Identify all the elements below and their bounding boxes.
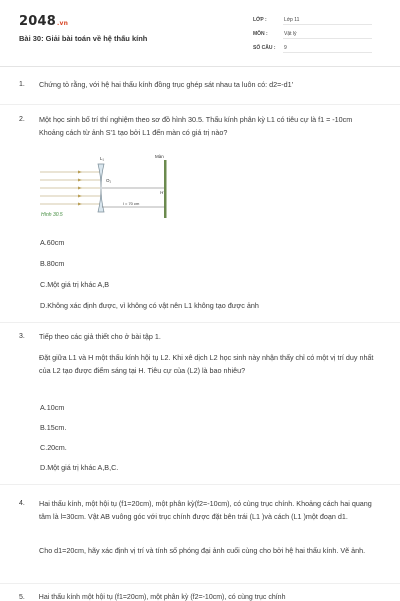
meta-grade-value: Lớp 11 bbox=[283, 17, 372, 25]
figure-caption: Hình 30.5 bbox=[41, 212, 63, 218]
question-divider bbox=[0, 104, 400, 105]
meta-subject-value: Vật lý bbox=[283, 31, 372, 39]
meta-count-label: SỐ CÂU : bbox=[253, 45, 276, 51]
screen-bar bbox=[164, 160, 167, 218]
point-h-label: H bbox=[160, 190, 164, 195]
answer-option-d[interactable]: D.Không xác định được, vì không có vật nên L1 không tạo được ảnh bbox=[40, 301, 259, 310]
answer-option-b[interactable]: B.80cm bbox=[40, 259, 65, 268]
answer-option-c[interactable]: C.20cm. bbox=[40, 443, 67, 452]
question-divider bbox=[0, 484, 400, 485]
document-title: Bài 30: Giải bài toán về hệ thấu kính bbox=[19, 34, 148, 43]
question-3-text: Tiếp theo các giả thiết cho ở bài tập 1. bbox=[39, 332, 161, 341]
answer-option-d[interactable]: D.Một giá trị khác A,B,C. bbox=[40, 463, 119, 472]
screen-label: Màn bbox=[155, 154, 164, 159]
question-4-number: 4. bbox=[19, 500, 25, 507]
arrow-icon bbox=[78, 203, 82, 206]
distance-label: l = 70 cm bbox=[123, 201, 140, 206]
arrow-icon bbox=[78, 179, 82, 182]
question-2-number: 2. bbox=[19, 116, 25, 123]
site-logo[interactable]: 2048.vn bbox=[19, 14, 69, 29]
meta-grade-label: LỚP : bbox=[253, 17, 267, 23]
arrow-icon bbox=[78, 171, 82, 174]
question-4-text: Hai thấu kính, một hội tụ (f1=20cm), một phân kỳ(f2=-10cm), có cùng trục chính. Khoảng cách hai quang tâm là l=30cm. Vật AB vuông góc với trục chính được đặt bên trái (L1 )và cách (L1 )một đoạn d1. bbox=[39, 499, 372, 521]
lens-l1-label: L₁ bbox=[100, 156, 105, 161]
page-header bbox=[0, 0, 400, 66]
meta-subject-label: MÔN : bbox=[253, 31, 268, 37]
arrow-icon bbox=[78, 195, 82, 198]
question-1-number: 1. bbox=[19, 81, 25, 88]
answer-option-c[interactable]: C.Một giá trị khác A,B bbox=[40, 280, 110, 289]
answer-option-b[interactable]: B.15cm. bbox=[40, 423, 67, 432]
question-3-detail: Đặt giữa L1 và H một thấu kính hội tụ L2. Khi xê dịch L2 học sinh này nhận thấy chỉ có một vị trí duy nhất của L2 tạo được điểm sáng tại H. Tiêu cự của (L2) là bao nhiêu? bbox=[39, 353, 374, 375]
question-2-text: Một học sinh bố trí thí nghiệm theo sơ đồ hình 30.5. Thấu kính phân kỳ L1 có tiêu cự là f1 = -10cm Khoảng cách từ ảnh S'1 tạo bởi L1 đến màn có giá trị nào? bbox=[39, 115, 353, 137]
question-5-text: Hai thấu kính một hội tụ (f1=20cm), một phân kỳ (f2=-10cm), có cùng trục chính bbox=[38, 594, 286, 601]
answer-option-a[interactable]: A.60cm bbox=[40, 238, 65, 247]
header-divider bbox=[0, 66, 400, 67]
meta-subject bbox=[253, 31, 372, 39]
question-5-number: 5. bbox=[19, 594, 25, 601]
optical-center-label: O₁ bbox=[106, 178, 112, 183]
question-4-detail: Cho d1=20cm, hãy xác định vị trí và tính số phóng đại ảnh cuối cùng cho bởi hệ hai thấu kính. Vẽ ảnh. bbox=[39, 546, 366, 555]
meta-grade bbox=[253, 17, 372, 25]
meta-count bbox=[253, 45, 372, 53]
answer-option-a[interactable]: A.10cm bbox=[40, 403, 65, 412]
arrow-icon bbox=[78, 187, 82, 190]
question-divider bbox=[0, 322, 400, 323]
question-3-number: 3. bbox=[19, 333, 25, 340]
meta-count-value: 9 bbox=[283, 45, 372, 53]
question-divider bbox=[0, 583, 400, 584]
question-1-text: Chứng tỏ rằng, với hệ hai thấu kính đồng trục ghép sát nhau ta luôn có: d2=-d1' bbox=[39, 80, 294, 89]
